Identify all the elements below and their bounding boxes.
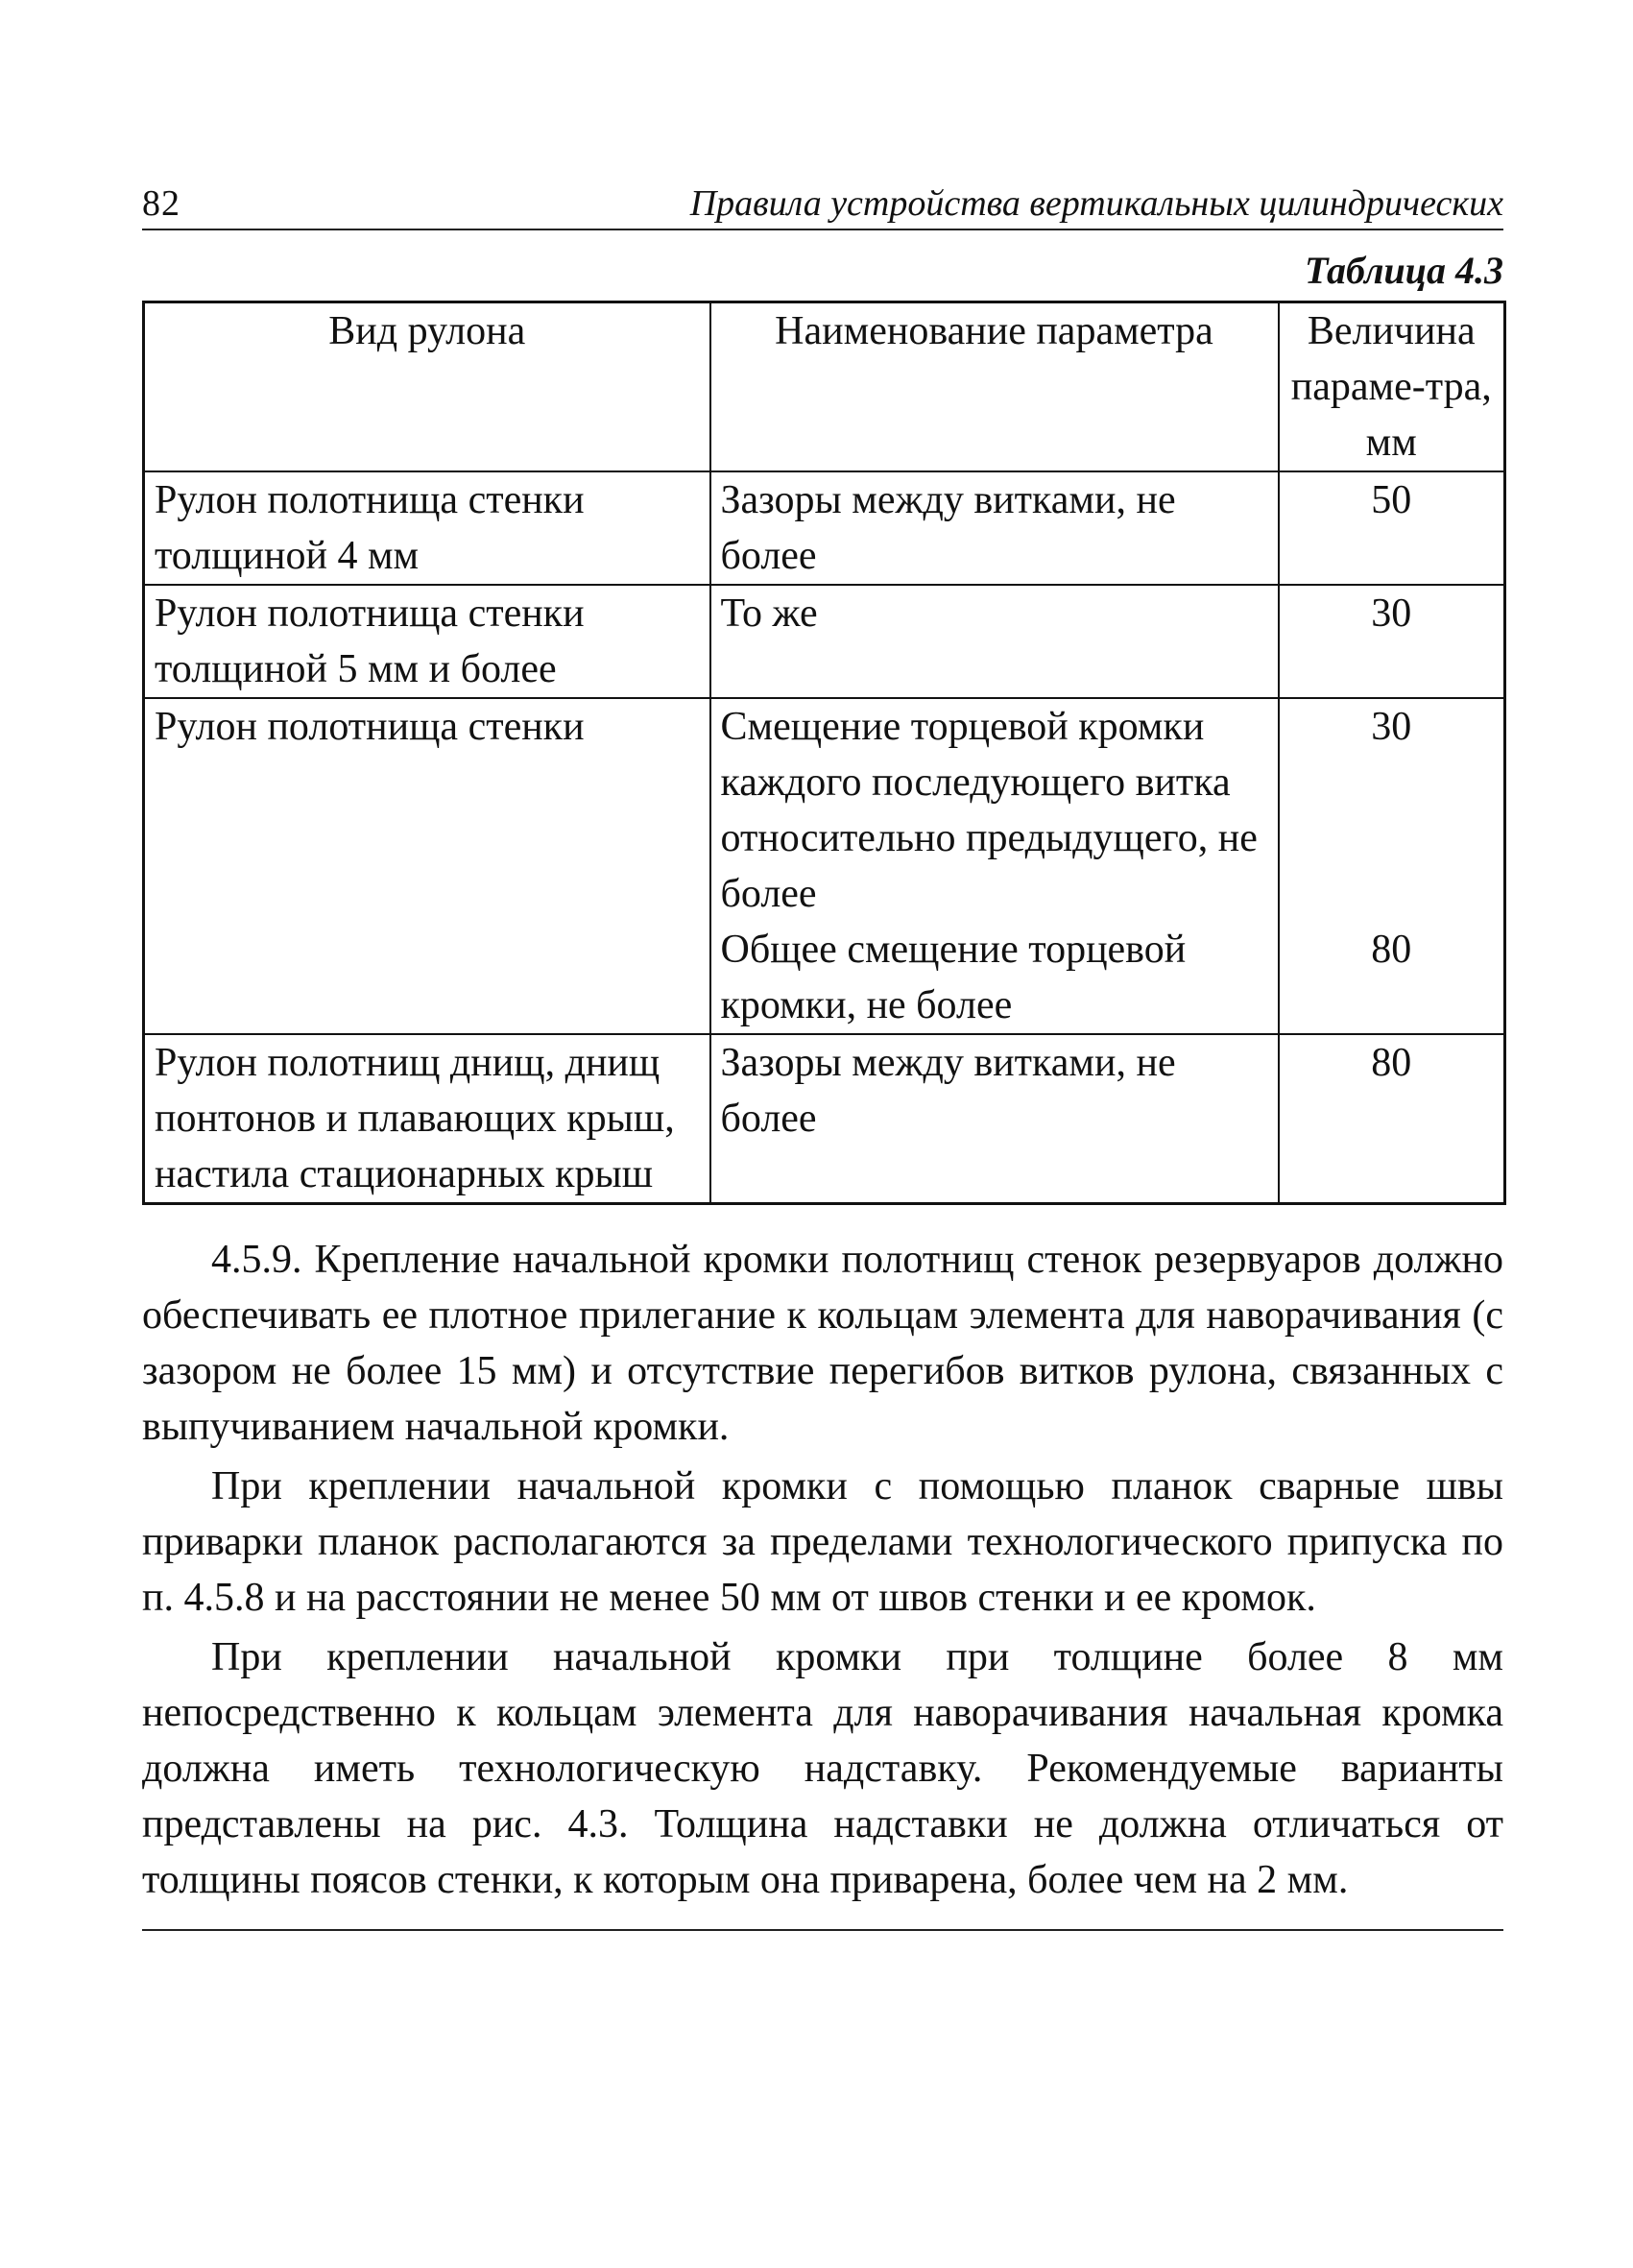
page-header	[142, 182, 1503, 230]
parameter-cell	[710, 698, 1279, 1034]
parameter-cell	[710, 1034, 1279, 1204]
value-cell	[1279, 585, 1505, 698]
roll-type-cell: Рулон полотнища стенки	[144, 698, 710, 1034]
column-header-value: Величина параме-тра, мм	[1279, 302, 1505, 472]
value-text: 30	[1371, 705, 1412, 749]
running-title: Правила устройства вертикальных цилиндрических	[689, 183, 1503, 224]
roll-type-cell: Рулон полотнища стенки толщиной 5 мм и более	[144, 585, 710, 698]
value-text: 80	[1371, 1041, 1412, 1085]
parameter-text: Общее смещение торцевой кромки, не более	[720, 928, 1187, 1027]
value-cell	[1279, 1034, 1505, 1204]
parameter-cell	[710, 471, 1279, 585]
value-text: 50	[1371, 478, 1412, 522]
table-header-row	[144, 302, 1505, 472]
value-cell	[1279, 698, 1505, 1034]
roll-type-cell: Рулон полотнищ днищ, днищ понтонов и плавающих крыш, настила стационарных крыш	[144, 1034, 710, 1204]
parameter-text: То же	[720, 591, 818, 636]
table-row	[144, 585, 1505, 698]
parameter-text: Зазоры между витками, не более	[720, 478, 1176, 578]
paragraph: При креплении начальной кромки с помощью планок сварные швы приварки планок располагаются за пределами технологического припуска по п. 4.5.8 и на расстоянии не менее 50 мм от швов стенки и ее кромок.	[142, 1464, 1503, 1620]
parameter-cell	[710, 585, 1279, 698]
document-page	[142, 182, 1503, 1931]
column-header-parameter: Наименование параметра	[710, 302, 1279, 472]
value-cell	[1279, 471, 1505, 585]
page-number: 82	[142, 183, 180, 224]
body-text	[142, 1232, 1503, 1908]
parameters-table	[142, 301, 1506, 1205]
paragraph: При креплении начальной кромки при толщине более 8 мм непосредственно к кольцам элемента для наворачивания начальная кромка должна иметь технологическую надставку. Рекомендуемые варианты представлены на рис. 4.3. Толщина надставки не должна отличаться от толщины поясов стенки, к которым она приварена, более чем на 2 мм.	[142, 1635, 1503, 1902]
paragraph: 4.5.9. Крепление начальной кромки полотнищ стенок резервуаров должно обеспечивать ее плотное прилегание к кольцам элемента для наворачивания (с зазором не более 15 мм) и отсутствие перегибов витков рулона, связанных с выпучиванием начальной кромки.	[142, 1238, 1503, 1449]
parameter-text: Смещение торцевой кромки каждого последующего витка относительно предыдущего, не более	[720, 705, 1258, 916]
column-header-type: Вид рулона	[144, 302, 710, 472]
roll-type-cell: Рулон полотнища стенки толщиной 4 мм	[144, 471, 710, 585]
table-caption: Таблица 4.3	[1305, 249, 1503, 292]
footer-rule	[142, 1929, 1503, 1931]
table-row	[144, 1034, 1505, 1204]
parameter-text: Зазоры между витками, не более	[720, 1041, 1176, 1141]
value-text: 30	[1371, 591, 1412, 636]
value-text: 80	[1371, 928, 1412, 972]
table-row	[144, 471, 1505, 585]
table-row	[144, 698, 1505, 1034]
